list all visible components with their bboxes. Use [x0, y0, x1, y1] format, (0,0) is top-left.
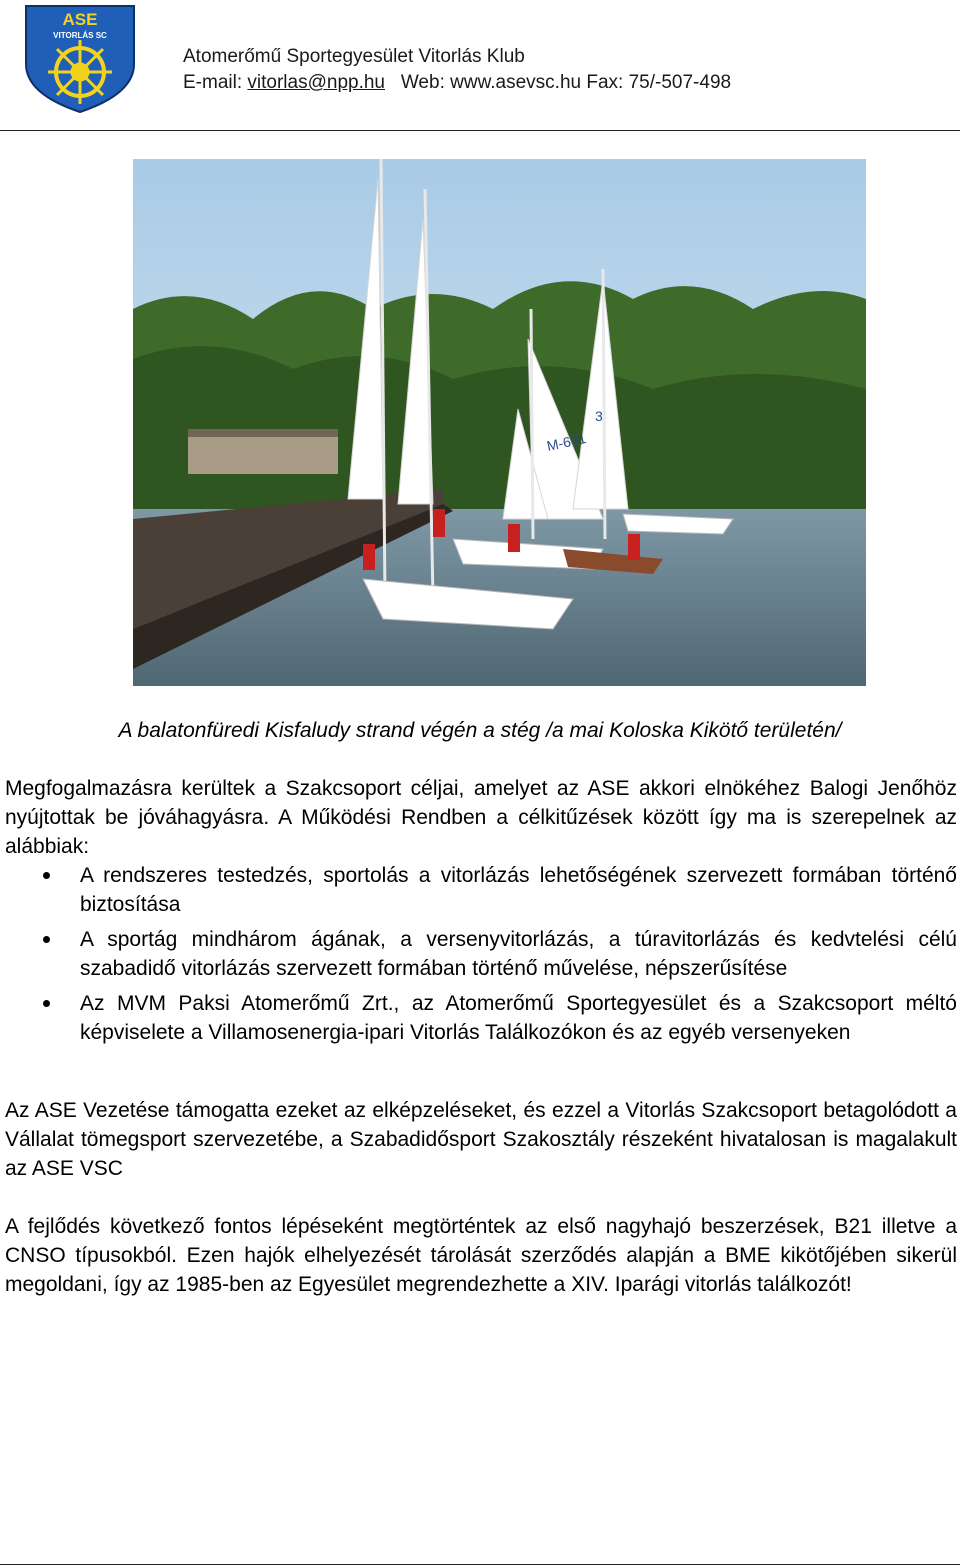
bullet-icon — [43, 936, 50, 943]
ase-logo-icon — [20, 2, 140, 114]
web-label: Web: — [400, 72, 445, 93]
email-link[interactable]: vitorlas@npp.hu — [247, 72, 385, 93]
photo-caption: A balatonfüredi Kisfaludy strand végén a stég /a mai Koloska Kikötő területén/ — [118, 719, 842, 742]
logo-text-top: ASE — [62, 10, 98, 29]
list-item — [0, 925, 957, 983]
footer-divider — [0, 1564, 960, 1565]
harbor-photo — [133, 159, 866, 686]
paragraph-ase-support: Az ASE Vezetése támogatta ezeket az elképzeléseket, és ezzel a Vitorlás Szakcsoport betagolódott a Vállalat tömegsport szervezetébe, a Szabadidősport Szakosztály részeként hivatalosan is magalakult az ASE VSC — [5, 1099, 957, 1180]
header-divider — [0, 130, 960, 131]
goals-list — [0, 861, 957, 1053]
sail-number-1: M-601 — [545, 430, 588, 454]
paragraph-goals-intro: Megfogalmazásra kerültek a Szakcsoport céljai, amelyet az ASE akkori elnökéhez Balogi Jenőhöz nyújtottak be jóváhagyásra. A Működési Rendben a célkitűzések között így ma is szerepelnek az alábbiak: — [5, 777, 957, 858]
fax-label: Fax: — [586, 72, 624, 93]
list-item — [0, 861, 957, 919]
paragraph-development: A fejlődés következő fontos lépéseként megtörténtek az első nagyhajó beszerzések, B21 illetve a CNSO típusokból. Ezen hajók elhelyezését tárolását szerződés alapján a BME kikötőjében sikerül megoldani, így az 1985-ben az Egyesület megrendezhette a XIV. Iparági vitorlás találkozót! — [5, 1215, 957, 1296]
logo-text-sub: VITORLÁS SC — [53, 31, 107, 40]
contact-line — [183, 72, 731, 94]
list-item-text: A rendszeres testedzés, sportolás a vitorlázás lehetőségének szervezett formában történő biztosítása — [80, 864, 957, 916]
bullet-icon — [43, 1000, 50, 1007]
email-label: E-mail: — [183, 72, 243, 93]
list-item-text: Az MVM Paksi Atomerőmű Zrt., az Atomerőmű Sportegyesület és a Szakcsoport méltó képviselete a Villamosenergia-ipari Vitorlás Találkozókon és az egyéb versenyeken — [80, 992, 957, 1044]
fax-number: 75/-507-498 — [628, 72, 732, 93]
bullet-icon — [43, 872, 50, 879]
sail-number-2: 3 — [595, 408, 603, 424]
page-header — [0, 0, 960, 132]
list-item — [0, 989, 957, 1047]
list-item-text: A sportág mindhárom ágának, a versenyvitorlázás, a túravitorlázás és kedvtelési célú szabadidő vitorlázás szervezett formában történő művelése, népszerűsítése — [80, 928, 957, 980]
web-address: www.asevsc.hu — [450, 72, 582, 93]
org-name: Atomerőmű Sportegyesület Vitorlás Klub — [183, 46, 525, 67]
